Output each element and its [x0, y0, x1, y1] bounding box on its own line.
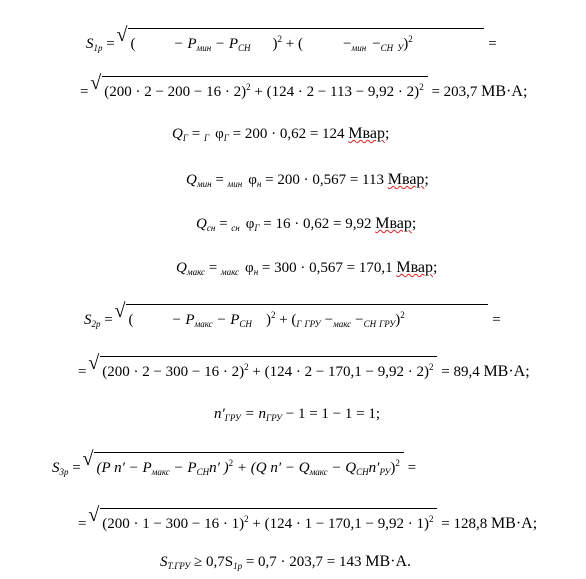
- formula-s1p-definition: $S_{1р}$ = √ ( − $P_{мин} - P_{СН}$ )$^2$ + ( $-_{мин} -_{СН}$ $_У$)$^2$ =: [86, 28, 497, 58]
- symbol: S: [86, 36, 94, 52]
- formula-st-gru: $S_{Т.ГРУ} \ge 0,7S_{1р} = 0,7 \cdot 203,7 = 143$ МВ·А.: [160, 553, 412, 571]
- formula-s3p-definition: $S_{3р}$ = √ (P $n' - P_{макс} - P_{СН}n'$ )$^2$ + (Q $n' - Q_{макс} - Q_{СН}n'_{РУ})^2$ =: [52, 452, 416, 482]
- unit-label: Мвар;: [396, 259, 438, 276]
- formula-n-gru: $n'_{ГРУ} = n_{ГРУ} - 1 = 1 - 1 = 1$;: [214, 406, 381, 423]
- unit-label: Мвар;: [387, 171, 429, 188]
- unit-label: МВ·А;: [483, 363, 530, 380]
- unit-label: МВ·А;: [481, 83, 528, 100]
- formula-qg: $Q_Г = _Г$ $\varphi_Г = 200 \cdot 0,62 = 124$ Мвар;: [172, 125, 390, 143]
- square-root: √ (P $n' - P_{макс} - P_{СН}n'$ )$^2$ + (Q $n' - Q_{макс} - Q_{СН}n'_{РУ})^2$: [84, 452, 403, 482]
- formula-s3p-numeric: = √ $(200 \cdot 1 - 300 - 16 \cdot 1)^2 + (124 \cdot 1 - 170,1 - 9,92 \cdot 1)^2 = 128,8$ МВ·А;: [78, 508, 537, 534]
- formula-qmaks: $Q_{макс} = _{макс}$ $\varphi_н = 300 \cdot 0,567 = 170,1$ Мвар;: [176, 259, 438, 277]
- unit-label: МВ·А;: [490, 515, 538, 532]
- formula-qsn: $Q_{сн} = _{сн}$ $\varphi_Г = 16 \cdot 0,62 = 9,92$ Мвар;: [196, 215, 417, 233]
- square-root: √ ( − $P_{мин} - P_{СН}$ )$^2$ + ( $-_{мин} -_{СН}$ $_У$)$^2$: [118, 28, 484, 58]
- unit-label: Мвар;: [348, 125, 390, 142]
- formula-qmin: $Q_{мин} = _{мин}$ $\varphi_н = 200 \cdot 0,567 = 113$ Мвар;: [186, 171, 429, 189]
- square-root: √ $(200 \cdot 1 - 300 - 16 \cdot 1)^2 + (124 \cdot 1 - 170,1 - 9,92 \cdot 1)^2$: [90, 508, 437, 534]
- subscript: 1р: [93, 43, 103, 53]
- square-root: √ $(200 \cdot 2 - 200 - 16 \cdot 2)^2 + (124 \cdot 2 - 113 - 9,92 \cdot 2)^2$: [92, 76, 427, 102]
- formula-s2p-numeric: = √ $(200 \cdot 2 - 300 - 16 \cdot 2)^2 + (124 \cdot 2 - 170,1 - 9,92 \cdot 2)^2 = 89,4$ МВ·А;: [78, 356, 530, 382]
- square-root: √ $(200 \cdot 2 - 300 - 16 \cdot 2)^2 + (124 \cdot 2 - 170,1 - 9,92 \cdot 2)^2$: [90, 356, 437, 382]
- unit-label: Мвар;: [375, 215, 417, 232]
- square-root: √ ( − $P_{макс} - P_{СН}$ )$^2 + (_Г$ $_{ГРУ} -_{макс} -_{СН}$ $_{ГРУ}$)$^2$: [116, 304, 488, 334]
- unit-label: МВ·А.: [365, 553, 412, 570]
- formula-s1p-numeric: = √ $(200 \cdot 2 - 200 - 16 \cdot 2)^2 + (124 \cdot 2 - 113 - 9,92 \cdot 2)^2 = 203,7$ МВ·А;: [80, 76, 527, 102]
- formula-s2p-definition: $S_{2р}$ = √ ( − $P_{макс} - P_{СН}$ )$^2 + (_Г$ $_{ГРУ} -_{макс} -_{СН}$ $_{ГРУ}$)$^2$ =: [84, 304, 501, 334]
